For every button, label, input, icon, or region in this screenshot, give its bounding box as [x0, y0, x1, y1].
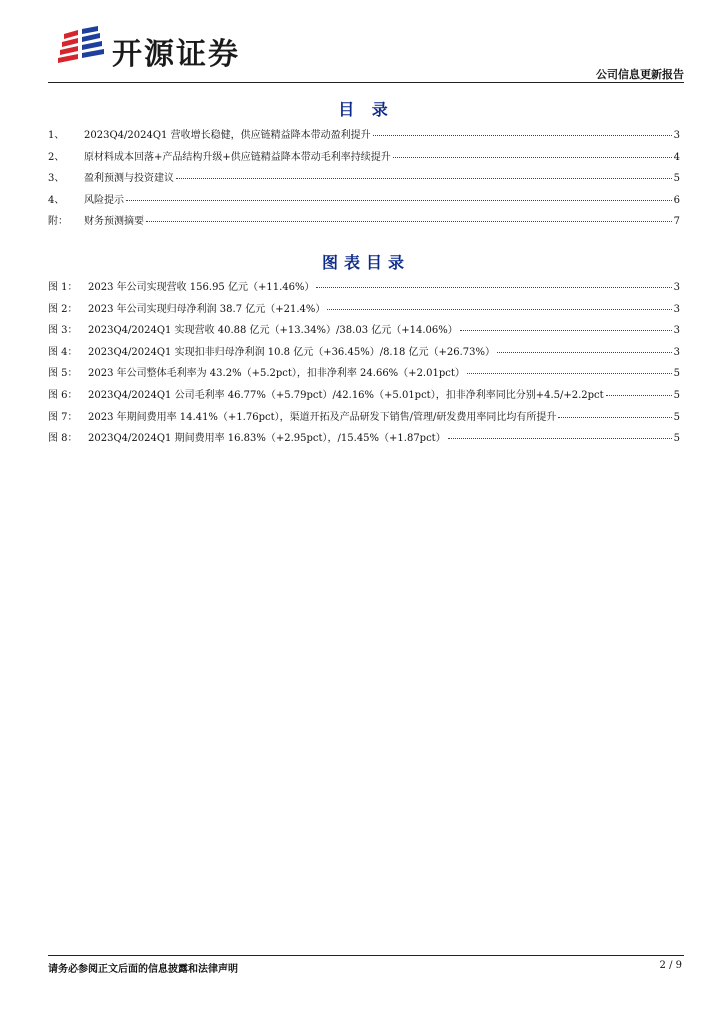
figure-item-page: 5	[673, 368, 680, 380]
report-type-label: 公司信息更新报告	[596, 68, 684, 81]
figure-item-text: 2023Q4/2024Q1 实现营收 40.88 亿元（+13.34%）/38.03 亿元（+14.06%）	[88, 325, 458, 337]
header-divider	[48, 82, 684, 83]
footer-divider	[48, 955, 684, 956]
table-of-contents	[48, 126, 680, 234]
figure-item[interactable]	[48, 408, 680, 430]
page-header	[48, 22, 684, 82]
figure-item[interactable]	[48, 429, 680, 451]
footer-disclaimer: 请务必参阅正文后面的信息披露和法律声明	[48, 964, 238, 975]
toc-item-text: 财务预测摘要	[84, 216, 144, 228]
figures-title: 图表目录	[321, 253, 410, 272]
toc-item-number: 附：	[48, 216, 68, 228]
figure-item-text: 2023 年公司整体毛利率为 43.2%（+5.2pct），扣非净利率 24.66%（+2.01pct）	[88, 368, 465, 380]
toc-item-text: 原材料成本回落+产品结构升级+供应链精益降本带动毛利率持续提升	[84, 151, 391, 163]
logo-mark-icon	[58, 26, 104, 70]
figure-item-text: 2023Q4/2024Q1 期间费用率 16.83%（+2.95pct），/15.45%（+1.87pct）	[88, 433, 446, 445]
figure-item-number: 图 3：	[48, 325, 78, 337]
figure-item-number: 图 6：	[48, 389, 78, 401]
toc-item-number: 1、	[48, 130, 65, 141]
figure-item-page: 3	[673, 346, 680, 358]
toc-item-number: 4、	[48, 194, 65, 206]
toc-item-page: 7	[673, 216, 680, 228]
toc-item-page: 3	[673, 130, 680, 141]
toc-item[interactable]	[48, 148, 680, 170]
list-of-figures	[48, 278, 680, 451]
figure-leader	[467, 373, 672, 374]
figure-leader	[316, 287, 671, 288]
figure-item-text: 2023Q4/2024Q1 公司毛利率 46.77%（+5.79pct）/42.16%（+5.01pct），扣非净利率同比分别+4.5/+2.2pct	[88, 389, 604, 401]
figure-item[interactable]	[48, 343, 680, 365]
toc-leader	[126, 200, 672, 201]
figure-item-number: 图 4：	[48, 346, 78, 358]
figure-leader	[606, 395, 672, 396]
figure-item-number: 图 2：	[48, 303, 78, 315]
toc-leader	[176, 178, 672, 179]
toc-item[interactable]	[48, 191, 680, 213]
toc-item[interactable]	[48, 212, 680, 234]
toc-leader	[393, 157, 672, 158]
figure-item-number: 图 8：	[48, 433, 78, 445]
figure-item-text: 2023 年公司实现归母净利润 38.7 亿元（+21.4%）	[88, 303, 326, 315]
toc-item[interactable]	[48, 169, 680, 191]
figure-item[interactable]	[48, 386, 680, 408]
toc-leader	[146, 221, 672, 222]
toc-item-page: 5	[673, 173, 680, 185]
figure-item-page: 5	[673, 389, 680, 401]
figure-item-text: 2023 年期间费用率 14.41%（+1.76pct），渠道开拓及产品研发下销售/管理/研发费用率同比均有所提升	[88, 411, 557, 423]
toc-item-number: 2、	[48, 151, 65, 163]
figure-item-page: 3	[673, 282, 680, 293]
logo-text: 开源证券	[112, 37, 240, 72]
toc-leader	[373, 135, 672, 136]
toc-item-page: 4	[673, 151, 680, 163]
figure-item-number: 图 7：	[48, 411, 78, 423]
figure-item-number: 图 1：	[48, 282, 78, 293]
figure-leader	[327, 309, 671, 310]
figure-item-text: 2023 年公司实现营收 156.95 亿元（+11.46%）	[88, 282, 315, 293]
figure-item-text: 2023Q4/2024Q1 实现扣非归母净利润 10.8 亿元（+36.45%）/8.18 亿元（+26.73%）	[88, 346, 496, 358]
figure-item[interactable]	[48, 300, 680, 322]
toc-item-number: 3、	[48, 173, 65, 185]
figure-leader	[460, 330, 672, 331]
figure-item[interactable]	[48, 321, 680, 343]
figure-item[interactable]	[48, 364, 680, 386]
figure-item-number: 图 5：	[48, 368, 78, 380]
figure-leader	[558, 417, 671, 418]
figure-item[interactable]	[48, 278, 680, 300]
figure-item-page: 5	[673, 433, 680, 445]
figure-item-page: 3	[673, 325, 680, 337]
figure-item-page: 3	[673, 303, 680, 315]
figure-leader	[497, 352, 672, 353]
toc-item-text: 盈利预测与投资建议	[84, 173, 174, 185]
toc-title: 目 录	[338, 100, 394, 119]
figure-item-page: 5	[673, 411, 680, 423]
toc-item-text: 风险提示	[84, 194, 124, 206]
company-logo	[58, 26, 268, 70]
figure-leader	[448, 438, 672, 439]
page-number: 2 / 9	[659, 960, 682, 971]
toc-item-page: 6	[673, 194, 680, 206]
toc-item[interactable]	[48, 126, 680, 148]
toc-item-text: 2023Q4/2024Q1 营收增长稳健，供应链精益降本带动盈利提升	[84, 130, 371, 141]
